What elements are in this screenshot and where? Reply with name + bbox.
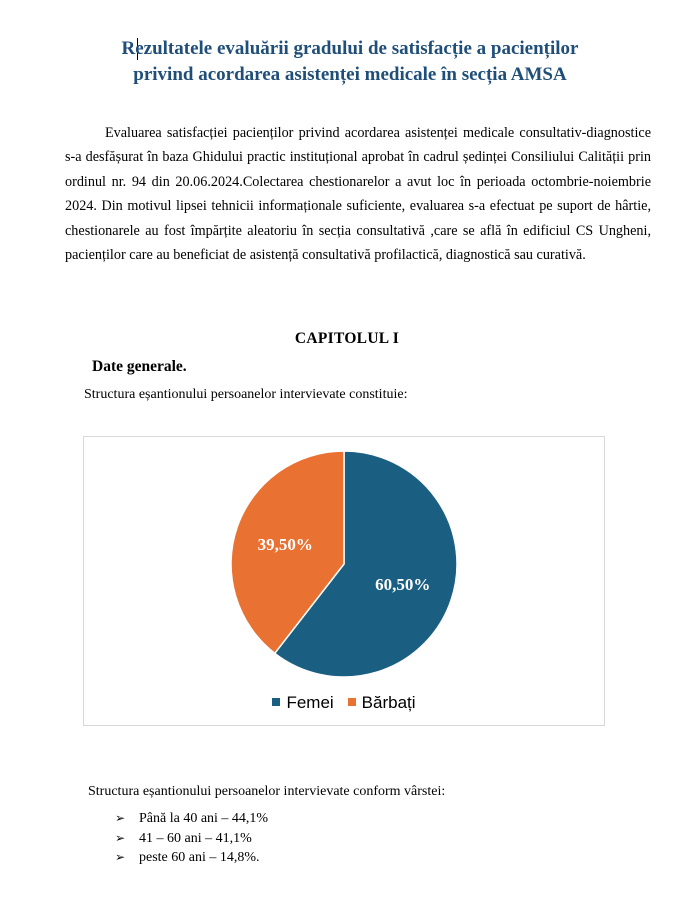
arrow-bullet-icon: ➢ <box>115 850 126 864</box>
intro-paragraph <box>65 121 651 267</box>
pie-data-label: 39,50% <box>257 534 313 554</box>
sample-structure-text: Structura eșantionului persoanelor intervievate constituie: <box>84 387 408 402</box>
age-bullet-list <box>115 809 268 868</box>
arrow-bullet-icon: ➢ <box>115 830 126 845</box>
legend-item <box>272 693 333 713</box>
pie-chart-canvas <box>84 437 604 725</box>
arrow-bullet-icon: ➢ <box>115 811 126 825</box>
legend-swatch <box>272 698 280 706</box>
list-item <box>115 829 268 849</box>
list-item-text: 41 – 60 ani – 41,1% <box>139 830 252 846</box>
intro-paragraph-text: Evaluarea satisfacției pacienților privind acordarea asistenței medicale consultativ-diagnostice s-a desfășurat în baza Ghidului practic instituțional aprobat în cadrul ședinței Consiliului Calității prin ordinul nr. 94 din 20.06.2024.Colectarea chestionarelor a avut loc în perioada octombrie-noiembrie 2024. Din motivul lipsei tehnicii informaționale suficiente, evaluarea s-a efectuat pe suport de hârtie, chestionarele au fost împărțite aleatoriu în secția consultativă ,care se află în edificiul CS Ungheni, pacienților care au beneficiat de asistență consultativă profilactică, diagnostică sau curativă. <box>65 125 651 264</box>
title-line-2: privind acordarea asistenței medicale în secția AMSA <box>133 64 567 85</box>
list-item <box>115 809 268 829</box>
list-item-text: peste 60 ani – 14,8%. <box>139 850 260 865</box>
chapter-heading: CAPITOLUL I <box>294 330 400 347</box>
legend-label: Femei <box>286 693 334 712</box>
pie-data-label: 60,50% <box>375 575 431 595</box>
legend-swatch <box>348 698 356 706</box>
list-item-text: Până la 40 ani – 44,1% <box>139 811 269 826</box>
title-line-1: Rezultatele evaluării gradului de satisfacție a pacienților <box>121 38 579 59</box>
section-heading: Date generale. <box>92 358 187 375</box>
age-structure-text: Structura eșantionului persoanelor intervievate conform vârstei: <box>88 784 446 799</box>
gender-pie-chart <box>83 436 605 726</box>
legend-item <box>348 693 416 713</box>
chart-legend <box>84 693 604 713</box>
list-item <box>115 848 268 868</box>
legend-label: Bărbați <box>361 693 416 712</box>
document-title <box>90 36 610 88</box>
